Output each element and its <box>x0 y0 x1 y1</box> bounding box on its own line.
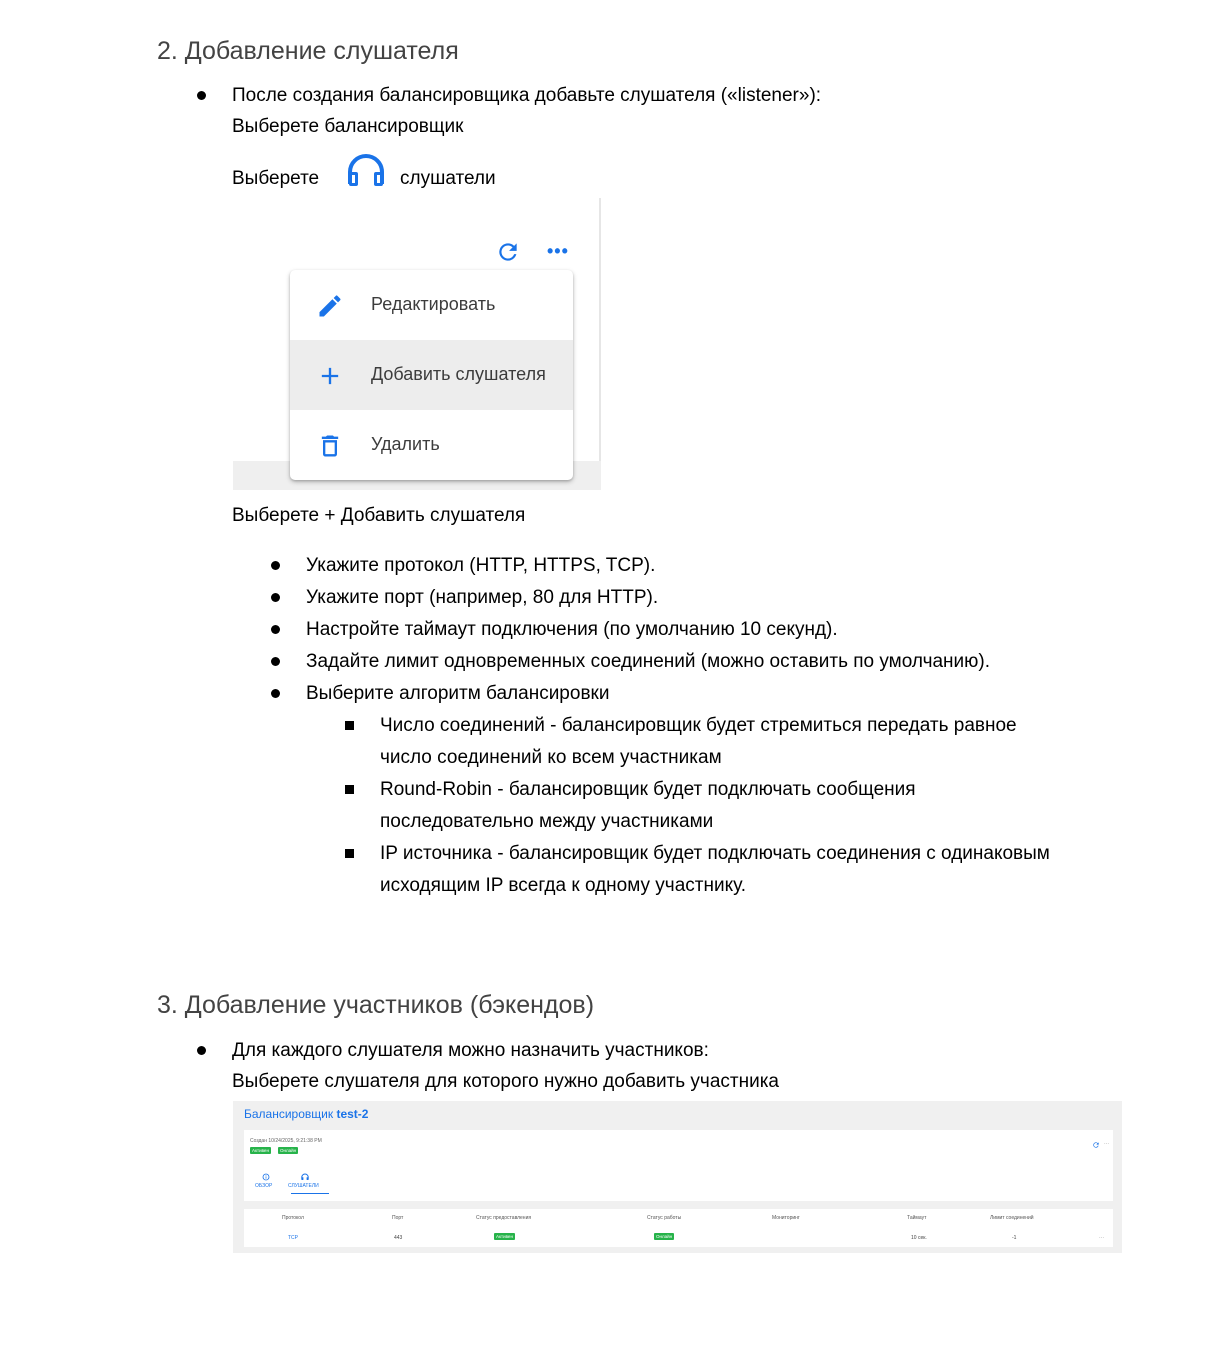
balancer-title-prefix: Балансировщик <box>244 1107 334 1121</box>
choose-prefix-text: Выберете <box>232 168 320 189</box>
algorithm-line: последовательно между участниками <box>380 811 714 832</box>
algorithm-line: исходящим IP всегда к одному участнику. <box>380 875 746 896</box>
column-header: Статус работы <box>647 1215 682 1221</box>
menu-item-delete[interactable] <box>290 410 573 480</box>
choose-listener-text: Выберете слушателя для которого нужно добавить участника <box>232 1071 780 1092</box>
status-badge-active: Активен <box>252 1148 269 1153</box>
square-bullet <box>345 849 354 858</box>
choose-suffix-text: слушатели <box>400 168 496 189</box>
step-item: Выберите алгоритм балансировки <box>306 683 610 704</box>
tab-listeners[interactable]: СЛУШАТЕЛИ <box>288 1183 319 1189</box>
square-bullet <box>345 721 354 730</box>
bullet <box>271 625 280 634</box>
balancer-title <box>244 1107 368 1121</box>
operating-status-badge: Онлайн <box>656 1234 673 1239</box>
menu-item-edit[interactable] <box>290 270 573 340</box>
column-header: Порт <box>392 1215 404 1221</box>
context-menu <box>290 270 573 480</box>
tab-overview[interactable]: ОБЗОР <box>255 1183 273 1189</box>
balancer-page-screenshot <box>233 1101 1122 1253</box>
menu-item-label: Удалить <box>371 434 440 454</box>
headphones-icon <box>346 154 386 188</box>
listener-protocol[interactable]: TCP <box>288 1235 298 1241</box>
menu-item-label: Добавить слушателя <box>371 364 546 384</box>
algorithm-line: Round-Robin - балансировщик будет подключать сообщения <box>380 779 916 800</box>
section-2-heading: 2. Добавление слушателя <box>157 37 459 65</box>
bullet <box>197 91 206 100</box>
more-icon[interactable]: ••• <box>547 241 569 261</box>
balancer-info-card <box>244 1130 1113 1201</box>
section-3-heading: 3. Добавление участников (бэкендов) <box>157 991 595 1019</box>
panel-border <box>599 198 601 461</box>
square-bullet <box>345 785 354 794</box>
info-icon <box>262 1173 270 1181</box>
bullet <box>271 593 280 602</box>
step-item: Задайте лимит одновременных соединений (можно оставить по умолчанию). <box>306 651 990 672</box>
step-item: Укажите протокол (HTTP, HTTPS, TCP). <box>306 555 656 576</box>
menu-item-add-listener[interactable] <box>290 340 573 410</box>
created-text: Создан 10/24/2025, 9:21:38 PM <box>250 1138 322 1144</box>
provision-status-badge: Активен <box>496 1234 513 1239</box>
listener-port: 443 <box>394 1235 403 1241</box>
column-header: Таймаут <box>907 1215 927 1221</box>
listener-timeout: 10 сек. <box>911 1235 927 1241</box>
menu-item-label: Редактировать <box>371 294 496 314</box>
listener-limit: -1 <box>1012 1235 1017 1241</box>
after-menu-text: Выберете + Добавить слушателя <box>232 505 526 526</box>
active-tab-indicator <box>291 1193 329 1194</box>
bullet <box>271 657 280 666</box>
column-header: Мониторинг <box>772 1215 800 1221</box>
row-more-icon[interactable]: ··· <box>1099 1235 1104 1241</box>
column-header: Лимит соединений <box>990 1215 1034 1221</box>
status-badge-online: Онлайн <box>280 1148 297 1153</box>
context-menu-screenshot <box>233 198 601 490</box>
algorithm-line: Число соединений - балансировщик будет стремиться передать равное <box>380 715 1017 736</box>
headphones-icon <box>301 1173 309 1181</box>
column-header: Статус предоставления <box>476 1215 532 1221</box>
pencil-icon <box>316 292 344 320</box>
algorithm-line: число соединений ко всем участникам <box>380 747 722 768</box>
step-item: Укажите порт (например, 80 для HTTP). <box>306 587 659 608</box>
balancer-title-name: test-2 <box>336 1107 369 1121</box>
plus-icon <box>316 362 344 390</box>
column-header: Протокол <box>282 1215 304 1221</box>
more-icon[interactable]: ··· <box>1104 1141 1109 1147</box>
trash-icon <box>316 432 344 460</box>
choose-balancer-text: Выберете балансировщик <box>232 116 464 137</box>
bullet <box>271 689 280 698</box>
bullet <box>197 1046 206 1055</box>
algorithm-line: IP источника - балансировщик будет подключать соединения с одинаковым <box>380 843 1050 864</box>
refresh-icon[interactable] <box>495 239 521 265</box>
section-3-intro: Для каждого слушателя можно назначить участников: <box>232 1040 709 1061</box>
step-item: Настройте таймаут подключения (по умолчанию 10 секунд). <box>306 619 838 640</box>
section-2-intro: После создания балансировщика добавьте слушателя («listener»): <box>232 85 822 106</box>
bullet <box>271 561 280 570</box>
refresh-icon[interactable] <box>1092 1141 1100 1149</box>
